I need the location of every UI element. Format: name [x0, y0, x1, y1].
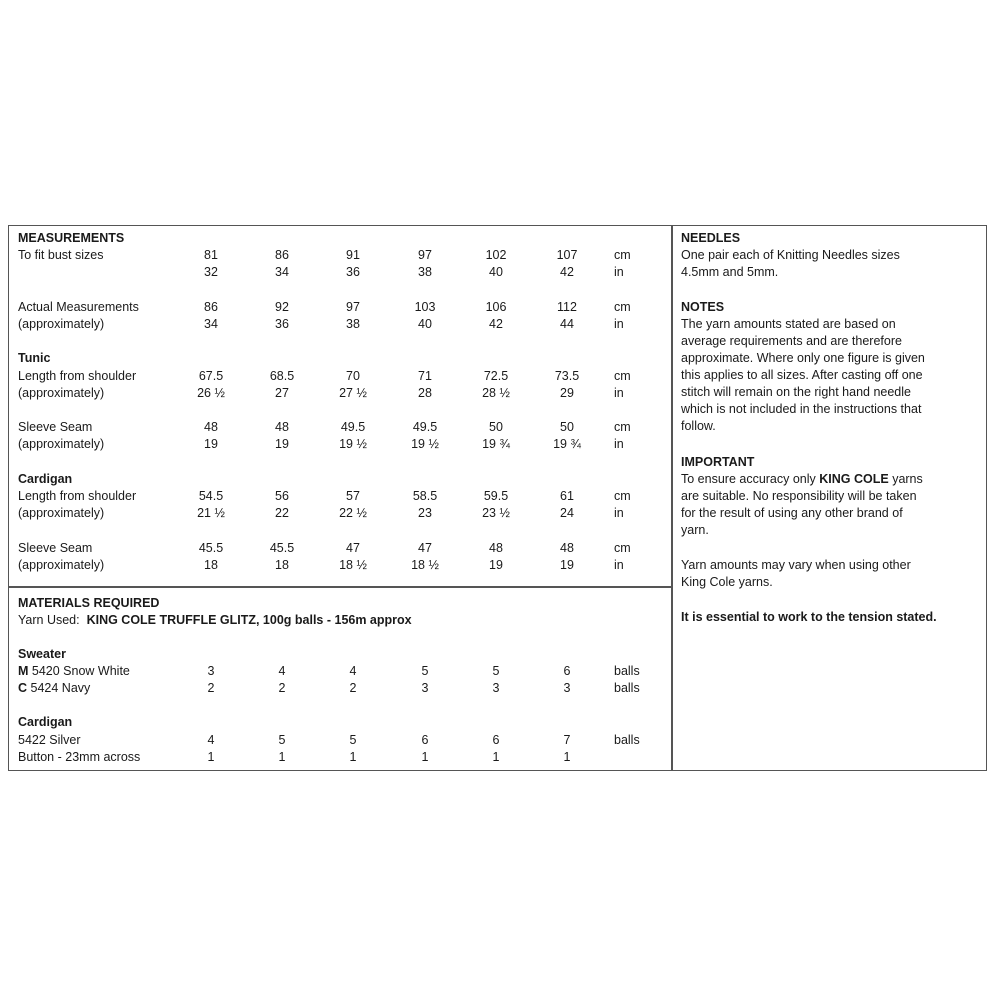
important-line: yarn. — [681, 523, 709, 537]
notes-heading: NOTES — [681, 300, 725, 314]
colour-label: 5420 Snow White — [31, 664, 130, 678]
section-divider — [8, 586, 672, 588]
value-cell: 18 ½ — [411, 558, 439, 572]
unit-label: cm — [614, 541, 631, 555]
row-label: (approximately) — [18, 506, 105, 520]
value-cell: 32 — [204, 265, 218, 279]
needles-heading: NEEDLES — [681, 231, 741, 245]
row-label: (approximately) — [18, 386, 105, 400]
value-cell: 49.5 — [412, 420, 438, 434]
value-cell: 45.5 — [269, 541, 295, 555]
unit-label: in — [614, 265, 624, 279]
value-cell: 107 — [556, 248, 578, 262]
important-line — [681, 471, 981, 488]
value-cell: 2 — [207, 681, 215, 695]
section-heading-tunic: Tunic — [18, 351, 51, 365]
value-cell: 27 ½ — [339, 386, 367, 400]
column-divider — [671, 225, 673, 771]
value-cell: 38 — [418, 265, 432, 279]
needles-line: One pair each of Knitting Needles sizes — [681, 248, 900, 262]
unit-label: balls — [614, 733, 640, 747]
row-label: (approximately) — [18, 558, 105, 572]
value-cell: 4 — [207, 733, 215, 747]
value-cell: 45.5 — [198, 541, 224, 555]
value-cell: 1 — [278, 750, 286, 764]
value-cell: 97 — [418, 248, 432, 262]
value-cell: 34 — [204, 317, 218, 331]
value-cell: 3 — [563, 681, 571, 695]
notes-section — [681, 299, 981, 435]
unit-label: cm — [614, 248, 631, 262]
brand-name: KING COLE — [819, 472, 889, 486]
value-cell: 86 — [204, 300, 218, 314]
value-cell: 23 — [418, 506, 432, 520]
value-cell: 19 — [204, 437, 218, 451]
value-cell: 21 ½ — [197, 506, 225, 520]
value-cell: 97 — [346, 300, 360, 314]
notes-line: approximate. Where only one figure is given — [681, 351, 925, 365]
value-cell: 36 — [275, 317, 289, 331]
value-cell: 2 — [349, 681, 357, 695]
value-cell: 81 — [204, 248, 218, 262]
value-cell: 22 — [275, 506, 289, 520]
measurements-heading: MEASUREMENTS — [18, 231, 125, 245]
yarn-note-line: Yarn amounts may vary when using other — [681, 558, 911, 572]
value-cell: 19 ¾ — [553, 437, 581, 451]
value-cell: 5 — [278, 733, 286, 747]
row-label: Sleeve Seam — [18, 541, 93, 555]
unit-label: cm — [614, 489, 631, 503]
value-cell: 48 — [204, 420, 218, 434]
colour-code: M — [18, 664, 29, 678]
row-label: (approximately) — [18, 437, 105, 451]
unit-label: cm — [614, 420, 631, 434]
value-cell: 1 — [207, 750, 215, 764]
row-label: (approximately) — [18, 317, 105, 331]
value-cell: 102 — [485, 248, 507, 262]
value-cell: 56 — [275, 489, 289, 503]
value-cell: 44 — [560, 317, 574, 331]
notes-line: The yarn amounts stated are based on — [681, 317, 896, 331]
value-cell: 61 — [560, 489, 574, 503]
value-cell: 23 ½ — [482, 506, 510, 520]
value-cell: 3 — [207, 664, 215, 678]
value-cell: 47 — [346, 541, 360, 555]
unit-label: in — [614, 506, 624, 520]
button-label: Button - 23mm across — [18, 750, 141, 764]
value-cell: 67.5 — [198, 369, 224, 383]
value-cell: 34 — [275, 265, 289, 279]
value-cell: 24 — [560, 506, 574, 520]
unit-label: cm — [614, 369, 631, 383]
value-cell: 28 ½ — [482, 386, 510, 400]
value-cell: 2 — [278, 681, 286, 695]
important-line: are suitable. No responsibility will be taken — [681, 489, 917, 503]
important-line-start: To ensure accuracy only — [681, 472, 820, 486]
value-cell: 72.5 — [483, 369, 509, 383]
value-cell: 19 — [489, 558, 503, 572]
value-cell: 3 — [421, 681, 429, 695]
value-cell: 18 ½ — [339, 558, 367, 572]
value-cell: 1 — [421, 750, 429, 764]
value-cell: 6 — [492, 733, 500, 747]
unit-label: in — [614, 437, 624, 451]
value-cell: 59.5 — [483, 489, 509, 503]
value-cell: 6 — [563, 664, 571, 678]
value-cell: 26 ½ — [197, 386, 225, 400]
value-cell: 29 — [560, 386, 574, 400]
value-cell: 7 — [563, 733, 571, 747]
notes-line: average requirements and are therefore — [681, 334, 902, 348]
needles-line: 4.5mm and 5mm. — [681, 265, 779, 279]
important-heading: IMPORTANT — [681, 455, 755, 469]
value-cell: 70 — [346, 369, 360, 383]
notes-line: stitch will remain on the right hand needle — [681, 385, 911, 399]
value-cell: 28 — [418, 386, 432, 400]
value-cell: 18 — [275, 558, 289, 572]
notes-line: this applies to all sizes. After casting off one — [681, 368, 923, 382]
colour-label: 5424 Navy — [30, 681, 91, 695]
sweater-heading: Sweater — [18, 647, 66, 661]
notes-line: which is not included in the instructions that — [681, 402, 922, 416]
value-cell: 73.5 — [554, 369, 580, 383]
value-cell: 57 — [346, 489, 360, 503]
unit-label: in — [614, 558, 624, 572]
value-cell: 5 — [421, 664, 429, 678]
value-cell: 103 — [414, 300, 436, 314]
needles-section — [681, 230, 981, 281]
value-cell: 54.5 — [198, 489, 224, 503]
value-cell: 1 — [563, 750, 571, 764]
yarn-used-value: KING COLE TRUFFLE GLITZ, 100g balls - 156m approx — [86, 613, 412, 627]
value-cell: 1 — [492, 750, 500, 764]
unit-label: balls — [614, 664, 640, 678]
value-cell: 3 — [492, 681, 500, 695]
value-cell: 18 — [204, 558, 218, 572]
cardigan-materials-heading: Cardigan — [18, 715, 73, 729]
value-cell: 19 ½ — [411, 437, 439, 451]
yarn-note-section — [681, 557, 981, 591]
value-cell: 38 — [346, 317, 360, 331]
value-cell: 5 — [349, 733, 357, 747]
value-cell: 68.5 — [269, 369, 295, 383]
row-label: Sleeve Seam — [18, 420, 93, 434]
important-line: for the result of using any other brand of — [681, 506, 903, 520]
notes-line: follow. — [681, 419, 716, 433]
value-cell: 19 — [560, 558, 574, 572]
value-cell: 91 — [346, 248, 360, 262]
value-cell: 4 — [349, 664, 357, 678]
value-cell: 19 ¾ — [482, 437, 510, 451]
value-cell: 48 — [560, 541, 574, 555]
value-cell: 19 ½ — [339, 437, 367, 451]
unit-label: balls — [614, 681, 640, 695]
value-cell: 40 — [489, 265, 503, 279]
row-label: Length from shoulder — [18, 369, 137, 383]
yarn-colour-row — [18, 680, 90, 697]
section-heading-cardigan: Cardigan — [18, 472, 73, 486]
yarn-colour-row — [18, 663, 130, 680]
yarn-used-line — [18, 612, 412, 629]
value-cell: 50 — [489, 420, 503, 434]
yarn-used-label: Yarn Used: — [18, 613, 80, 627]
value-cell: 36 — [346, 265, 360, 279]
value-cell: 48 — [275, 420, 289, 434]
value-cell: 1 — [349, 750, 357, 764]
value-cell: 49.5 — [340, 420, 366, 434]
yarn-colour-label: 5422 Silver — [18, 733, 81, 747]
yarn-note-line: King Cole yarns. — [681, 575, 773, 589]
colour-code: C — [18, 681, 28, 695]
value-cell: 5 — [492, 664, 500, 678]
value-cell: 42 — [489, 317, 503, 331]
value-cell: 48 — [489, 541, 503, 555]
value-cell: 40 — [418, 317, 432, 331]
unit-label: cm — [614, 300, 631, 314]
value-cell: 50 — [560, 420, 574, 434]
value-cell: 4 — [278, 664, 286, 678]
value-cell: 58.5 — [412, 489, 438, 503]
value-cell: 106 — [485, 300, 507, 314]
unit-label: in — [614, 317, 624, 331]
value-cell: 6 — [421, 733, 429, 747]
value-cell: 19 — [275, 437, 289, 451]
value-cell: 42 — [560, 265, 574, 279]
value-cell: 27 — [275, 386, 289, 400]
value-cell: 47 — [418, 541, 432, 555]
value-cell: 112 — [557, 300, 577, 314]
unit-label: in — [614, 386, 624, 400]
value-cell: 86 — [275, 248, 289, 262]
value-cell: 22 ½ — [339, 506, 367, 520]
materials-heading: MATERIALS REQUIRED — [18, 596, 160, 610]
row-label: Length from shoulder — [18, 489, 137, 503]
important-section — [681, 454, 981, 539]
tension-note: It is essential to work to the tension stated. — [681, 610, 937, 624]
value-cell: 92 — [275, 300, 289, 314]
value-cell: 71 — [418, 369, 432, 383]
important-line-end: yarns — [888, 472, 923, 486]
row-label: Actual Measurements — [18, 300, 139, 314]
row-label: To fit bust sizes — [18, 248, 104, 262]
